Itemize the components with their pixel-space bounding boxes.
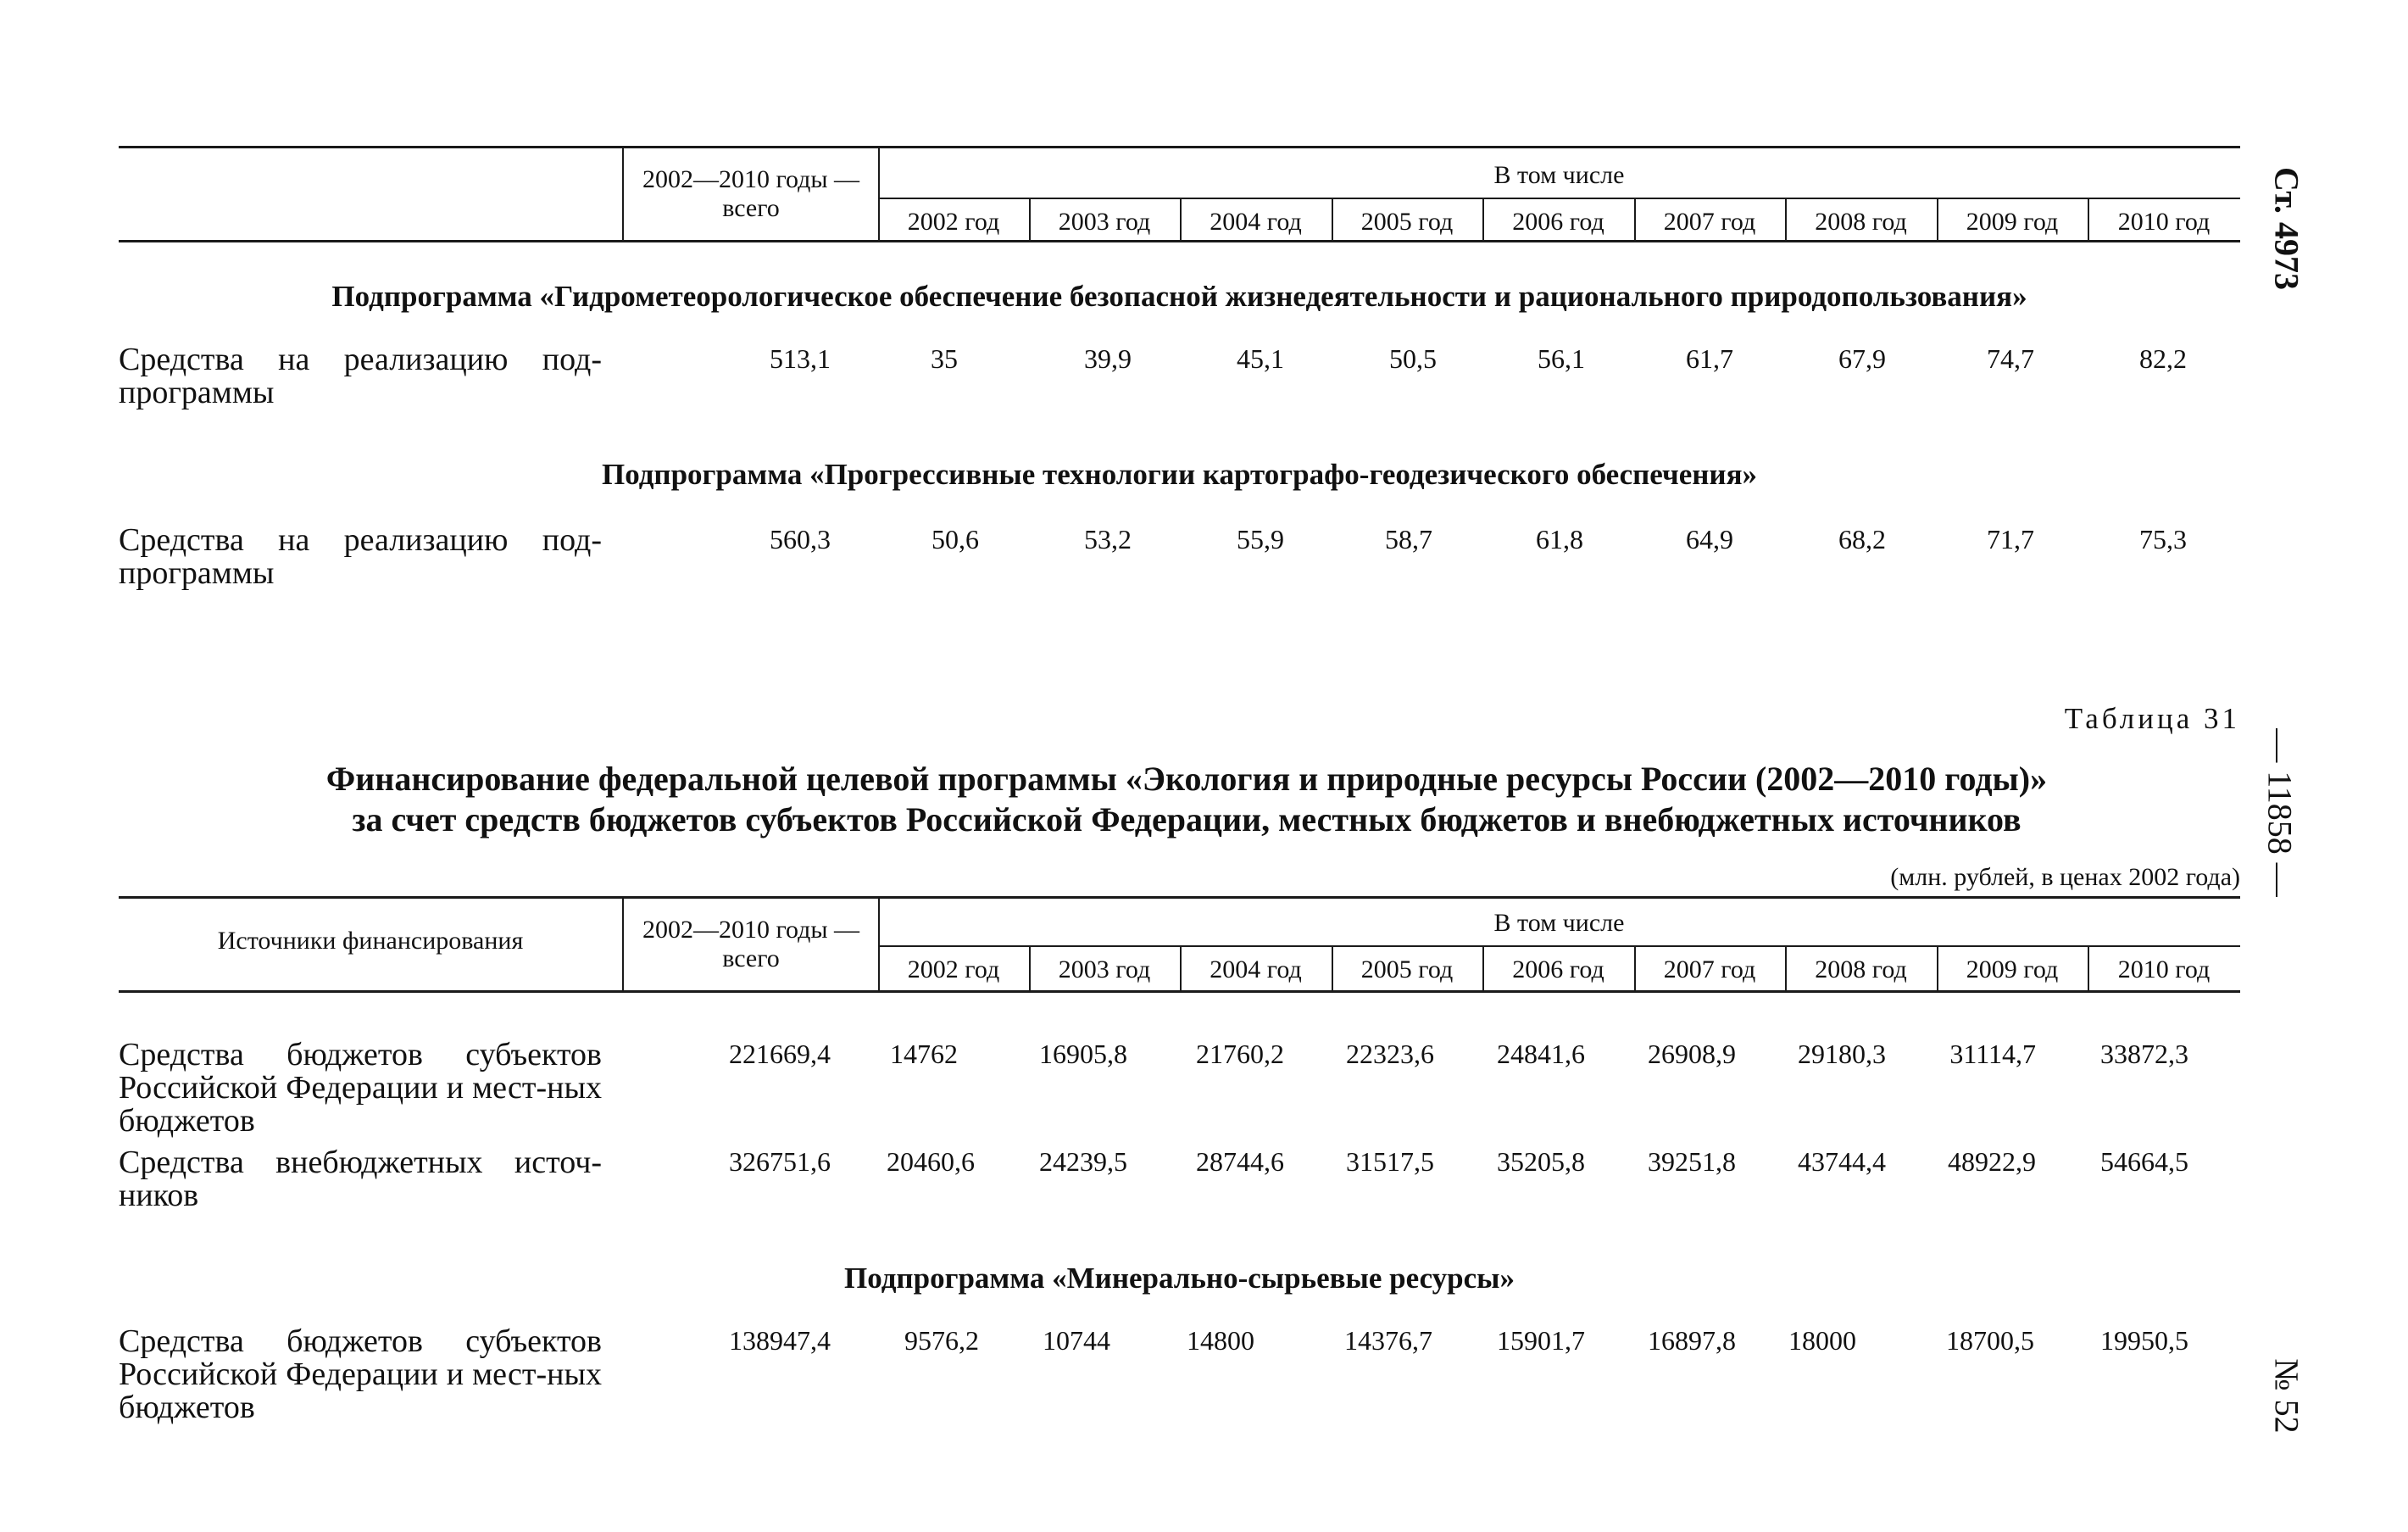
year-header: 2003 год <box>1058 208 1151 236</box>
year-header: 2005 год <box>1360 955 1454 983</box>
row-value: 61,8 <box>1536 524 1583 554</box>
year-header: 2010 год <box>2117 955 2211 983</box>
row-value: 14800 <box>1187 1325 1254 1356</box>
year-header: 2006 год <box>1512 208 1604 236</box>
row-value: 54664,5 <box>2100 1146 2188 1177</box>
subprogram-title: Подпрограмма «Гидрометеорологическое обеспечение безопасной жизнедеятельности и рационального природопользования» <box>331 280 2027 313</box>
row-value: 67,9 <box>1838 343 1886 374</box>
row-value: 24841,6 <box>1497 1039 1585 1069</box>
row-value: 75,3 <box>2139 524 2187 554</box>
row-value: 82,2 <box>2139 343 2187 374</box>
top-total-header: 2002—2010 годы — всего <box>642 165 860 222</box>
year-header: 2008 год <box>1815 208 1907 236</box>
row-value: 22323,6 <box>1346 1039 1434 1069</box>
table-number: Таблица 31 <box>2064 702 2240 735</box>
row-value: 48922,9 <box>1948 1146 2036 1177</box>
table-title-line2: за счет средств бюджетов субъектов Российской Федерации, местных бюджетов и внебюджетных источников <box>352 800 2021 838</box>
source-header: Источники финансирования <box>217 927 524 955</box>
row-value: 50,5 <box>1389 343 1437 374</box>
row-label: Средства внебюджетных источ-ников <box>119 1145 602 1213</box>
row-value: 16905,8 <box>1039 1039 1127 1069</box>
subprogram-title: Подпрограмма «Прогрессивные технологии картографо-геодезического обеспечения» <box>601 458 1758 491</box>
subprogram-title: Подпрограмма «Минерально-сырьевые ресурсы» <box>844 1262 1515 1295</box>
row-value: 15901,7 <box>1497 1325 1585 1356</box>
year-header: 2007 год <box>1663 208 1756 236</box>
row-value: 29180,3 <box>1798 1039 1886 1069</box>
row-value: 31517,5 <box>1346 1146 1434 1177</box>
year-header: 2004 год <box>1210 208 1302 236</box>
row-value: 43744,4 <box>1798 1146 1886 1177</box>
table31-years-rule <box>878 945 2240 947</box>
row-value: 14762 <box>890 1039 958 1069</box>
row-total: 513,1 <box>770 343 831 374</box>
row-label: Средства бюджетов субъектов Российской Федерации и мест-ных бюджетов <box>119 1323 602 1425</box>
top-years-rule <box>878 198 2240 199</box>
table-units: (млн. рублей, в ценах 2002 года) <box>1890 863 2240 891</box>
row-value: 74,7 <box>1987 343 2034 374</box>
table31-total-header: 2002—2010 годы — всего <box>642 916 860 972</box>
row-label: Средства бюджетов субъектов Российской Федерации и мест-ных бюджетов <box>119 1037 602 1139</box>
year-header: 2006 год <box>1512 955 1604 983</box>
year-header: 2007 год <box>1663 955 1756 983</box>
year-header: 2009 год <box>1966 208 2059 236</box>
row-value: 16897,8 <box>1648 1325 1736 1356</box>
row-label: Средства на реализацию под-программы <box>119 522 602 591</box>
year-header: 2009 год <box>1966 955 2059 983</box>
row-label: Средства на реализацию под-программы <box>119 342 602 410</box>
row-value: 71,7 <box>1987 524 2034 554</box>
row-value: 19950,5 <box>2100 1325 2188 1356</box>
row-value: 18700,5 <box>1946 1325 2034 1356</box>
page-counter-side: — 11858 — <box>2261 728 2300 897</box>
row-value: 45,1 <box>1237 343 1284 374</box>
row-value: 64,9 <box>1686 524 1733 554</box>
row-value: 53,2 <box>1084 524 1132 554</box>
row-value: 9576,2 <box>904 1325 979 1356</box>
table-title-line1: Финансирование федеральной целевой программы «Экология и природные ресурсы России (2002—2010 годы)» <box>325 760 2048 798</box>
row-value: 50,6 <box>932 524 979 554</box>
year-header: 2004 год <box>1210 955 1302 983</box>
row-value: 31114,7 <box>1949 1039 2036 1069</box>
row-value: 55,9 <box>1237 524 1284 554</box>
row-value: 28744,6 <box>1196 1146 1284 1177</box>
row-total: 138947,4 <box>729 1325 831 1356</box>
row-value: 10744 <box>1043 1325 1110 1356</box>
year-header: 2002 год <box>907 955 1000 983</box>
issue-number-side: № 52 <box>2267 1358 2306 1434</box>
year-header: 2002 год <box>907 208 1000 236</box>
row-total: 221669,4 <box>729 1039 831 1069</box>
row-value: 35205,8 <box>1497 1146 1585 1177</box>
row-value: 68,2 <box>1838 524 1886 554</box>
row-value: 21760,2 <box>1196 1039 1284 1069</box>
row-total: 326751,6 <box>729 1146 831 1177</box>
table31-top-rule <box>119 896 2240 899</box>
top-in-number-header: В том числе <box>1493 161 1625 189</box>
page-number-side: Ст. 4973 <box>2267 167 2306 290</box>
row-value: 24239,5 <box>1039 1146 1127 1177</box>
top-rule <box>119 146 2240 148</box>
table31-in-number-header: В том числе <box>1493 909 1625 937</box>
year-header: 2003 год <box>1058 955 1151 983</box>
row-value: 56,1 <box>1538 343 1585 374</box>
row-value: 18000 <box>1788 1325 1856 1356</box>
row-value: 39,9 <box>1084 343 1132 374</box>
row-value: 20460,6 <box>887 1146 975 1177</box>
year-header: 2005 год <box>1360 208 1454 236</box>
row-value: 14376,7 <box>1344 1325 1432 1356</box>
row-value: 58,7 <box>1385 524 1432 554</box>
row-value: 35 <box>931 343 958 374</box>
row-value: 33872,3 <box>2100 1039 2188 1069</box>
row-value: 39251,8 <box>1648 1146 1736 1177</box>
row-value: 61,7 <box>1686 343 1733 374</box>
row-total: 560,3 <box>770 524 831 554</box>
year-header: 2008 год <box>1815 955 1907 983</box>
row-value: 26908,9 <box>1648 1039 1736 1069</box>
year-header: 2010 год <box>2117 208 2211 236</box>
